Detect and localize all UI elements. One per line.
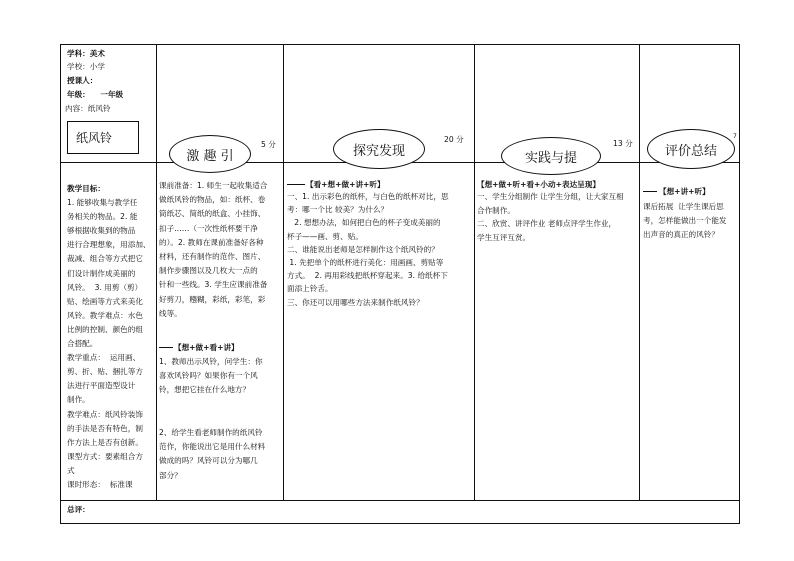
objective-line: 制作。 <box>67 395 90 405</box>
practice-line: 合作制作。 <box>477 205 515 215</box>
stage-minutes-explore: 20 分 <box>444 135 464 144</box>
objective-line: 合搭配。 <box>67 339 98 349</box>
objective-line: 比例的控制、颜色的组 <box>67 324 143 334</box>
intro-prep-line: 针和一些线。3. 学生应课前准备 <box>159 280 268 290</box>
explore-line: 杯子——画、剪、贴。 <box>287 231 363 241</box>
explore-line: 考：哪一个比 较美？为什么？ <box>287 205 389 215</box>
intro-prep-line: 课前准备：1. 师生一起收集适合 <box>159 181 268 190</box>
objective-line: 式 <box>67 465 75 475</box>
practice-body-block <box>477 190 639 244</box>
subject-label: 学科：美术 <box>67 49 105 58</box>
intro-prep-line: 筒纸芯、简纸的纸盒、小挂饰、 <box>159 209 266 219</box>
col-divider-2 <box>283 45 284 501</box>
objective-line: 课型方式：要素组合方 <box>67 451 143 461</box>
eval-section-rule <box>643 191 657 192</box>
intro-prep-line: 线等。 <box>159 308 182 318</box>
intro-section-rule <box>159 347 173 348</box>
eval-body-block <box>643 200 739 243</box>
footer-divider <box>61 500 739 501</box>
objective-line: 教学重点： 运用画、 <box>67 353 141 363</box>
explore-line: 1. 先把单个的纸杯进行美化：用画画、剪贴等 <box>287 257 444 267</box>
intro-body-line <box>159 398 283 412</box>
col-divider-1 <box>156 45 157 501</box>
intro-prep-line: 做纸风铃的物品，如：纸杯、卷 <box>159 195 266 205</box>
objective-line: 们设计制作成美丽的 <box>67 268 136 278</box>
intro-section-title: 【想+做+看+讲】 <box>174 343 239 352</box>
stage-oval-practice: 实践与提 <box>501 137 601 175</box>
intro-body-line: 范作，你能说出它是用什么材料 <box>159 442 266 452</box>
objective-line: 1. 能够收集与教学任 <box>67 198 138 208</box>
objective-line: 法进行平面造型设计 <box>67 381 136 391</box>
intro-prep-line: 材料，还有制作的范作、图片、 <box>159 251 266 261</box>
stage-oval-eval: 评价总结 <box>647 129 735 169</box>
eval-section-title: 【想+讲+听】 <box>659 187 710 196</box>
intro-body-line: 做成的吗？风铃可以分为哪几 <box>159 456 258 466</box>
teacher-label: 授课人： <box>67 76 98 85</box>
objective-line: 作方法上是否有创新。 <box>67 437 143 447</box>
intro-body-line: 铃，想把它挂在什么地方？ <box>159 385 251 395</box>
grade-label: 年级： 一年级 <box>67 90 124 99</box>
objective-line: 剪、折、贴、捆扎等方 <box>67 367 143 377</box>
explore-line: 二、谁能说出老师是怎样制作这个纸风铃的？ <box>287 244 439 254</box>
intro-prep-line: 好剪刀，糨糊，彩纸，彩笔，彩 <box>159 294 266 304</box>
content-label: 内容：纸风铃 <box>65 104 111 113</box>
practice-line: 学生互评互赏。 <box>477 232 531 242</box>
objectives-column <box>67 182 155 492</box>
intro-body-line: 喜欢风铃吗？如果你有一个风 <box>159 371 258 381</box>
practice-line: 一、学生分组制作 让学生分组，让大家互相 <box>477 192 624 201</box>
explore-line: 2. 想想办法，如何把白色的杯子变成美丽的 <box>287 218 441 228</box>
eval-line: 考，怎样能做出一个能发 <box>643 216 727 226</box>
intro-body-line: 部分？ <box>159 470 182 480</box>
lesson-plan-table <box>60 44 740 524</box>
objective-line: 裁减、组合等方式把它 <box>67 254 143 264</box>
summary-label: 总评： <box>67 505 90 514</box>
intro-prep-line: 制作步骤图以及几枚大一点的 <box>159 266 258 276</box>
stage-minutes-practice: 13 分 <box>613 139 633 148</box>
objective-line: 教学目标： <box>67 184 105 193</box>
intro-prep-block <box>159 179 283 321</box>
practice-section-title: 【想+做+听+看+小动+表达呈现】 <box>477 180 600 189</box>
eval-line: 课后拓展 让学生课后思 <box>643 202 724 211</box>
practice-line: 二、欣赏、讲评作业 老师点评学生作业， <box>477 219 617 229</box>
objective-line: 贴、绘画等方式来美化 <box>67 296 143 306</box>
objective-line: 课时形态： 标准课 <box>67 479 133 489</box>
intro-prep-line: 的）。2. 教师在课前准备好各种 <box>159 237 264 247</box>
explore-line: 方式。 2. 再用彩线把纸杯穿起来。3. 给纸杯下 <box>287 271 448 281</box>
col-divider-3 <box>474 45 475 501</box>
explore-line: 一、1. 出示彩色的纸杯，与白色的纸杯对比，思 <box>287 192 449 201</box>
intro-body-line: 2、给学生看老师制作的纸风铃 <box>159 427 263 437</box>
objective-line: 教学难点：纸风铃装饰 <box>67 409 143 419</box>
explore-line: 面添上铃舌。 <box>287 284 333 294</box>
objective-line: 风铃。教学难点：水色 <box>67 310 143 320</box>
stage-minutes-eval: 7 <box>733 133 737 140</box>
objective-line: 进行合理想象，用添加、 <box>67 240 151 250</box>
explore-body-block <box>287 190 473 309</box>
stage-minutes-intro: 5 分 <box>261 140 276 149</box>
col-divider-4 <box>639 45 640 501</box>
stage-oval-explore: 探究发现 <box>333 129 425 169</box>
explore-section-title: 【看+想+做+讲+听】 <box>306 180 385 189</box>
intro-body-line: 1、教师出示风铃，问学生：你 <box>159 357 263 366</box>
intro-body-block <box>159 355 283 483</box>
objective-line: 务相关的物品。2. 能 <box>67 212 138 222</box>
explore-section-rule <box>287 184 305 185</box>
eval-line: 出声音的真正的风铃？ <box>643 230 719 240</box>
intro-body-line <box>159 412 283 426</box>
explore-line: 三、你还可以用哪些方法来制作纸风铃？ <box>287 297 424 307</box>
lesson-name-box: 纸风铃 <box>67 121 139 154</box>
intro-prep-line: 扣子……（一次性纸杯要干净 <box>159 223 258 233</box>
stage-oval-intro: 激 趣 引 <box>169 135 251 173</box>
objective-line: 风铃。 3. 用剪（剪） <box>67 282 143 292</box>
school-label: 学校：小学 <box>67 62 105 71</box>
objective-line: 够根据收集到的物品 <box>67 226 136 236</box>
objective-line: 的手法是否有特色，制 <box>67 423 143 433</box>
